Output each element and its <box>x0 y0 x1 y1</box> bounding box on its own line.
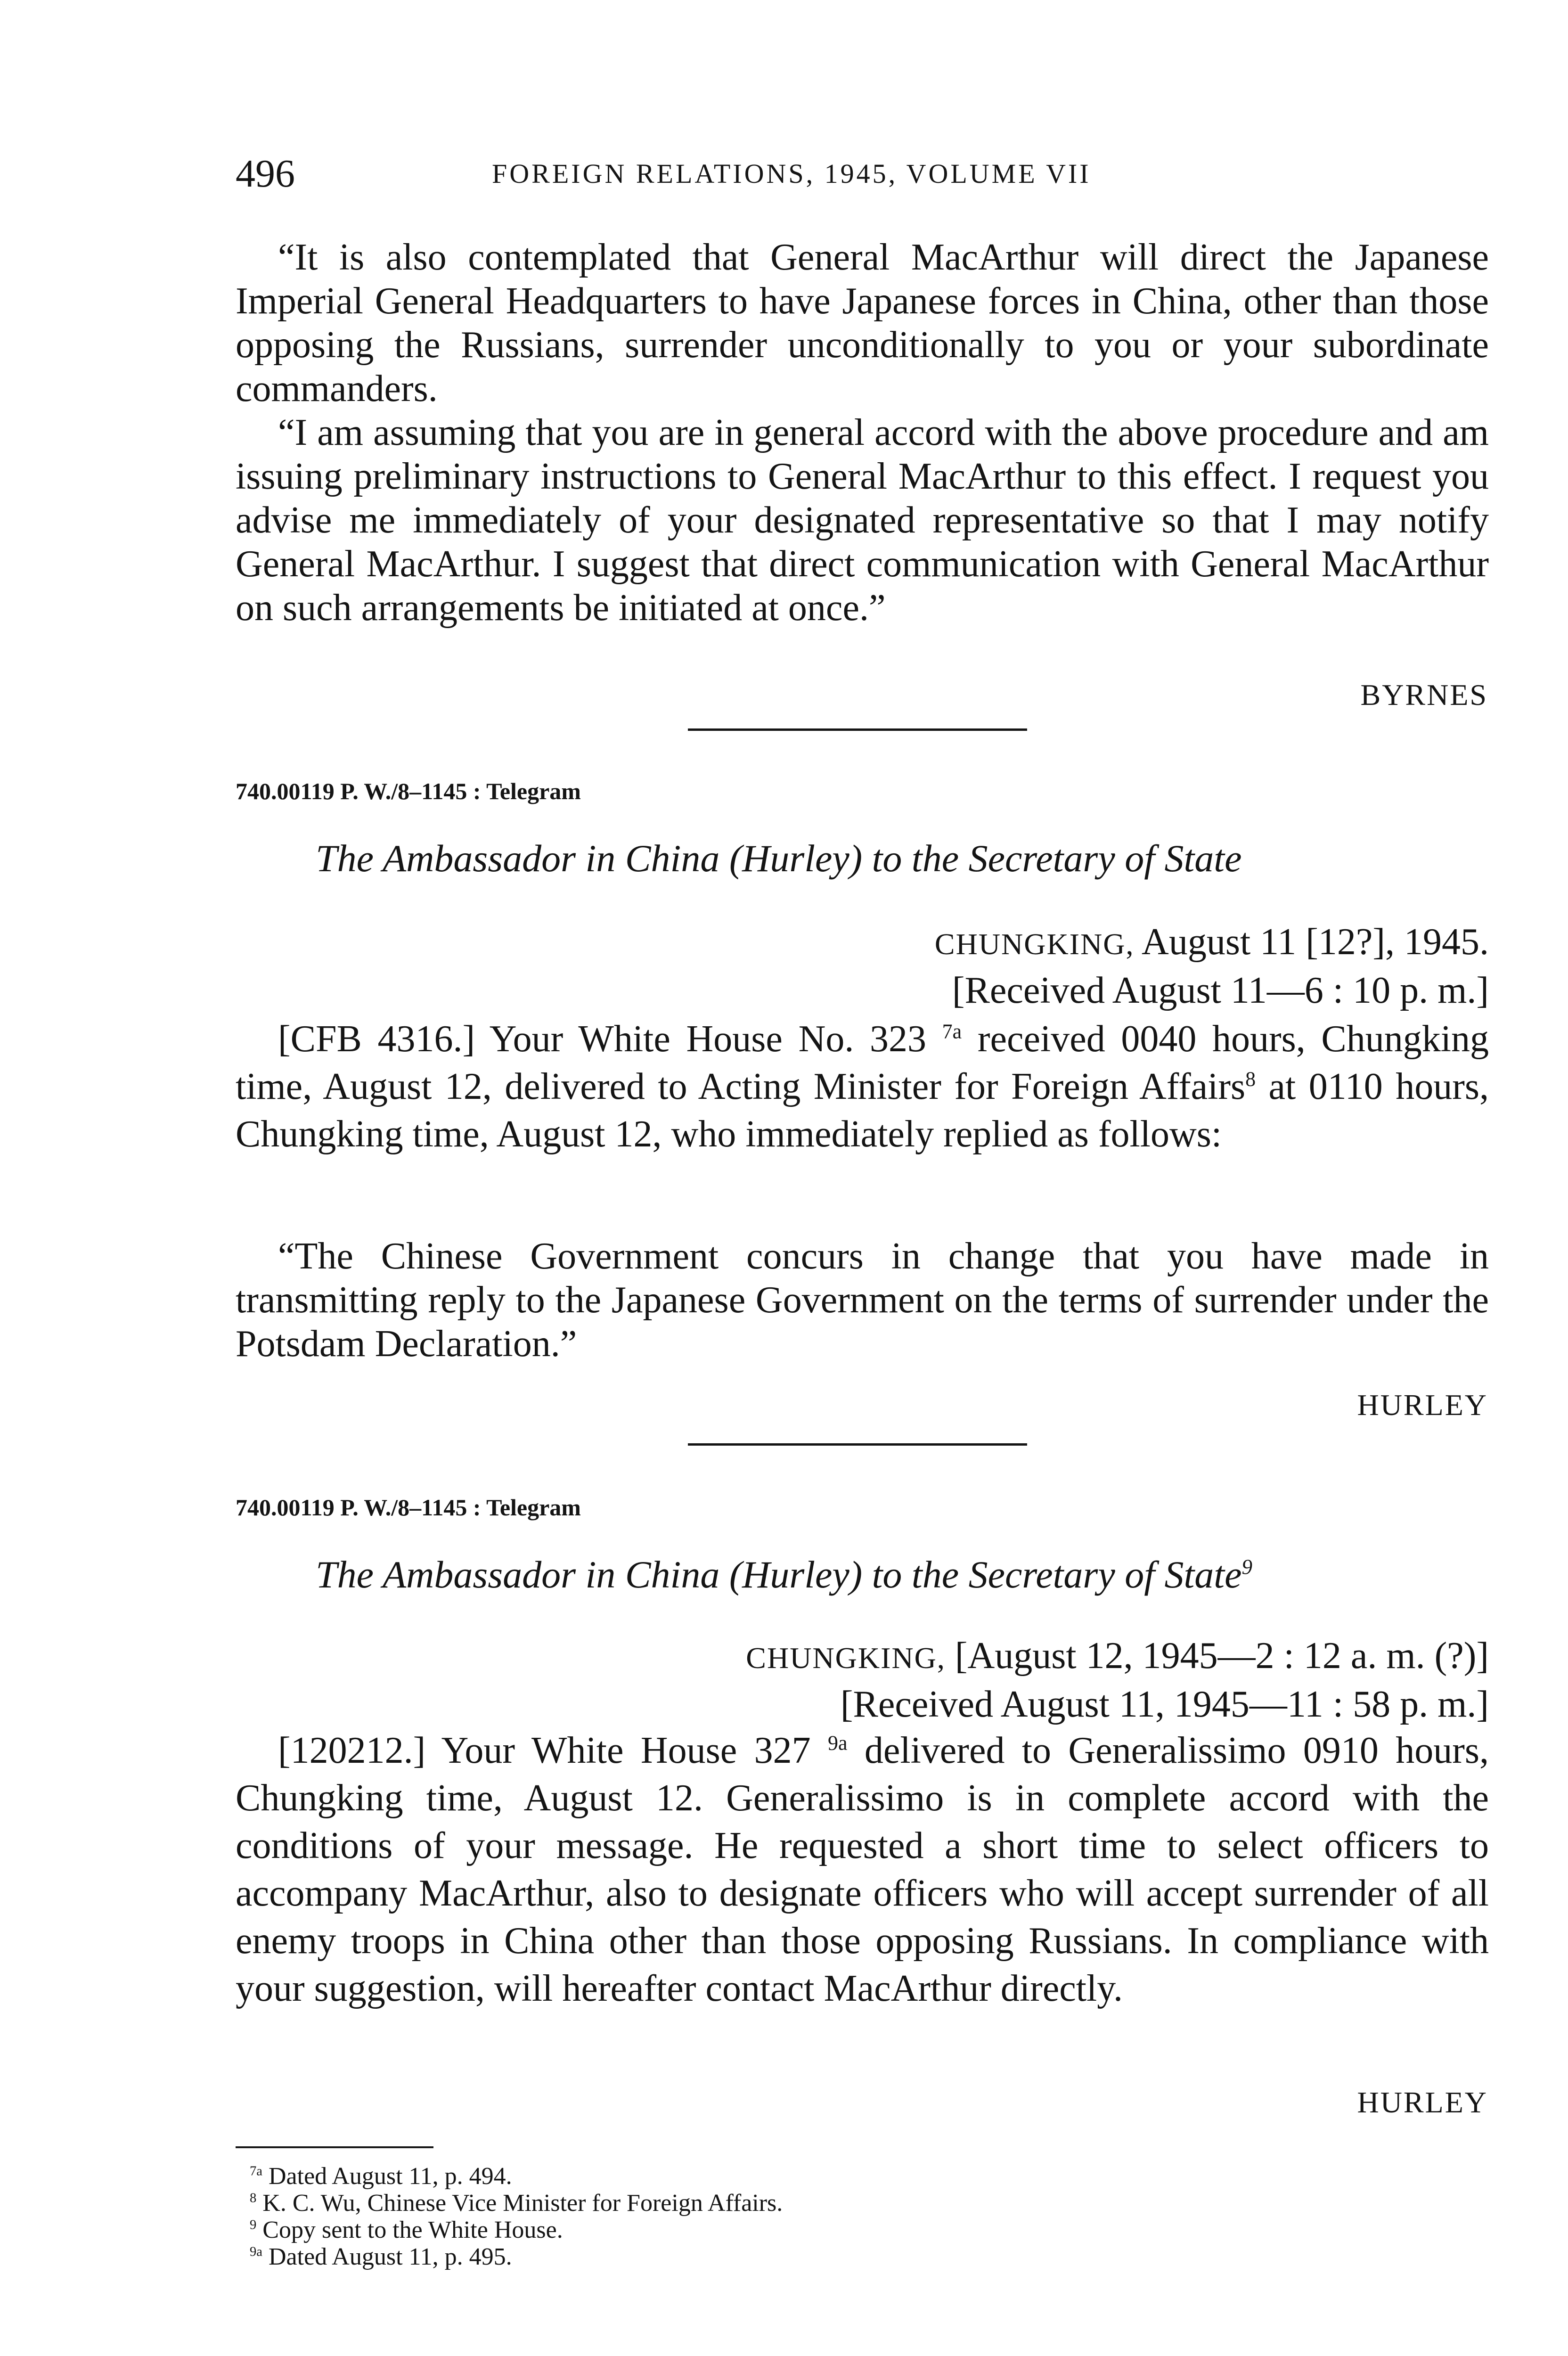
signature-hurley-2: HURLEY <box>1357 2086 1488 2119</box>
continuation-paragraph-1: “It is also contemplated that General MacArthur will direct the Japanese Imperial General Headquarters to have Japanese forces in China, other than those opposing the Russians, surrender unconditionally to you or your subordinate commanders. <box>236 237 1489 409</box>
footnote-8 <box>250 2190 1475 2217</box>
dateline-place-1: CHUNGKING, <box>934 927 1135 961</box>
footnotes <box>250 2163 1475 2270</box>
page-number: 496 <box>236 152 295 196</box>
dateline-date-1: August 11 [12?], 1945. <box>1134 921 1489 963</box>
dateline-place-date-2 <box>746 1633 1489 1681</box>
footnote-9 <box>250 2217 1475 2243</box>
footnote-rule <box>236 2146 433 2148</box>
footnote-text: K. C. Wu, Chinese Vice Minister for Foreign Affairs. <box>256 2190 783 2217</box>
document-title-2-text: The Ambassador in China (Hurley) to the Secretary of State <box>316 1553 1242 1596</box>
footnote-ref-9: 9 <box>1241 1555 1253 1579</box>
file-reference-2: 740.00119 P. W./8–1145 : Telegram <box>236 1494 581 1521</box>
footnote-text: Dated August 11, p. 495. <box>262 2243 512 2270</box>
message-body-1-end: at 0110 hours, Chungking time, August 12, who immediately replied as follows: <box>236 1066 1489 1155</box>
dateline-1 <box>935 919 1489 1014</box>
received-line-2: [Received August 11, 1945—11 : 58 p. m.] <box>840 1684 1489 1725</box>
signature-hurley-1: HURLEY <box>1357 1388 1488 1422</box>
section-divider-2 <box>688 1443 1027 1446</box>
footnote-ref-8: 8 <box>1245 1067 1256 1091</box>
footnote-mark: 7a <box>250 2164 262 2179</box>
section-divider-1 <box>688 728 1027 731</box>
dateline-place-date-1 <box>935 919 1489 967</box>
continuation-paragraph-2: “I am assuming that you are in general accord with the above procedure and am issuing preliminary instructions to General MacArthur to this effect. I request you advise me immediately of your designated representative so that I may notify General MacArthur. I suggest that direct communication with General MacArthur on such arrangements be initiated at once.” <box>236 412 1489 629</box>
message-body-2-start: [120212.] Your White House 327 <box>278 1730 828 1771</box>
footnote-mark: 8 <box>250 2191 257 2206</box>
file-reference-1: 740.00119 P. W./8–1145 : Telegram <box>236 778 581 804</box>
message-body-2 <box>236 1727 1489 2012</box>
document-title-1: The Ambassador in China (Hurley) to the Secretary of State <box>316 837 1242 880</box>
footnote-7a <box>250 2163 1475 2190</box>
dateline-date-2: [August 12, 1945—2 : 12 a. m. (?)] <box>945 1635 1489 1677</box>
signature-byrnes: BYRNES <box>1360 678 1488 712</box>
footnote-text: Copy sent to the White House. <box>256 2217 563 2243</box>
dateline-2 <box>746 1633 1489 1727</box>
footnote-ref-7a: 7a <box>942 1020 962 1043</box>
quoted-reply-1: “The Chinese Government concurs in change that you have made in transmitting reply to the Japanese Government on the terms of surrender under the Potsdam Declaration.” <box>236 1235 1489 1365</box>
footnote-text: Dated August 11, p. 494. <box>262 2163 512 2190</box>
running-head: FOREIGN RELATIONS, 1945, VOLUME VII <box>492 158 1091 189</box>
received-line-1: [Received August 11—6 : 10 p. m.] <box>952 970 1489 1011</box>
dateline-place-2: CHUNGKING, <box>746 1641 946 1675</box>
document-title-2 <box>316 1553 1252 1597</box>
footnote-ref-9a: 9a <box>827 1731 848 1755</box>
message-body-2-end: delivered to Generalissimo 0910 hours, Chungking time, August 12. Generalissimo is in complete accord with the conditions of your message. He requested a short time to select officers to accompany MacArthur, also to designate officers who will accept surrender of all enemy troops in China other than those opposing Russians. In compliance with your suggestion, will hereafter contact MacArthur directly. <box>236 1730 1489 2009</box>
message-body-1 <box>236 1015 1489 1158</box>
message-body-1-start: [CFB 4316.] Your White House No. 323 <box>278 1018 942 1060</box>
message-body-1-mid: received 0040 hours, Chungking time, August 12, delivered to Acting Minister for Foreign Affairs <box>236 1018 1489 1107</box>
footnote-mark: 9 <box>250 2217 257 2233</box>
footnote-9a <box>250 2243 1475 2270</box>
footnote-mark: 9a <box>250 2244 262 2259</box>
